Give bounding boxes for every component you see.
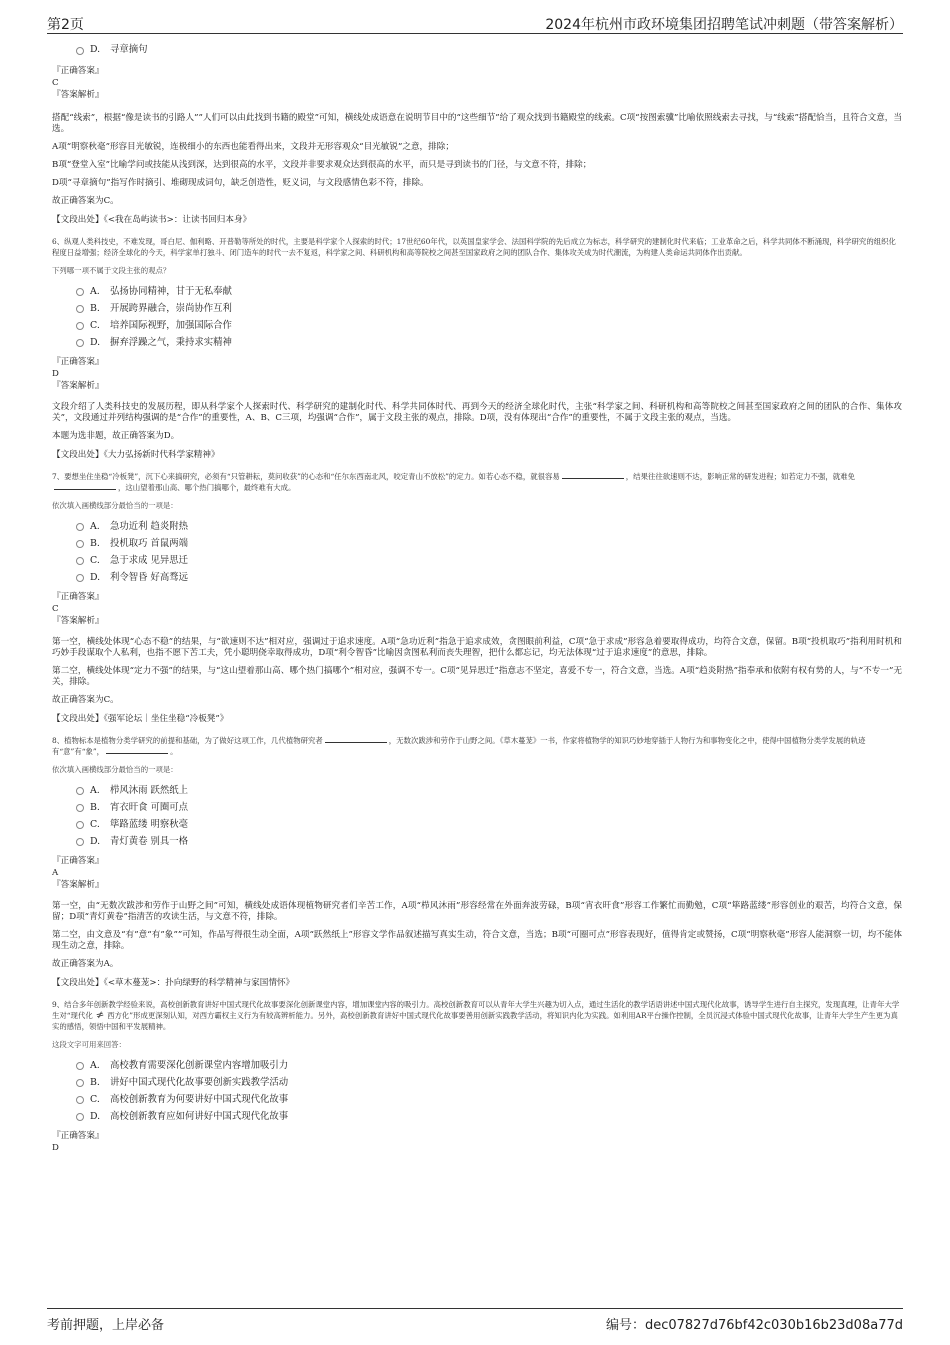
- q8-option-a[interactable]: A. 栉风沐雨 跃然纸上: [52, 783, 902, 800]
- analysis-paragraph: 故正确答案为A。: [52, 958, 119, 969]
- analysis-paragraph: 第二空，横线处体现“定力不强”的结果，与“这山望着那山高、哪个热门搞哪个”相对应，强调不专一。C项“见异思迁”指意志不坚定，喜爱不专一，符合文意，当选。A项“趋炎附热”指奉承和依附有权有势的人，与“不专一”无关，排除。: [52, 665, 902, 687]
- question-prompt: 下列哪一项不属于文段主张的观点？: [52, 266, 171, 275]
- q6-option-b[interactable]: B. 开展跨界融合，崇尚协作互利: [52, 301, 902, 318]
- q9-option-a[interactable]: A. 高校教育需要深化创新课堂内容增加吸引力: [52, 1058, 902, 1075]
- radio-icon[interactable]: [76, 47, 84, 55]
- answer-value: A: [52, 867, 59, 878]
- answer-value: D: [52, 368, 59, 379]
- q7-option-b[interactable]: B. 投机取巧 首鼠两端: [52, 536, 902, 553]
- analysis-paragraph: B项“登堂入室”比喻学问或技能从浅到深，达到很高的水平，文段并非要求观众达到很高的水平，而只是寻到读书的门径，与文意不符，排除；: [52, 160, 592, 170]
- radio-icon[interactable]: [76, 288, 84, 296]
- fill-blank: [562, 471, 624, 479]
- radio-icon[interactable]: [76, 1062, 84, 1070]
- answer-label: 『正确答案』: [52, 1130, 104, 1141]
- radio-icon[interactable]: [76, 804, 84, 812]
- radio-icon[interactable]: [76, 1096, 84, 1104]
- page-header: [47, 12, 903, 34]
- q8-option-c[interactable]: C. 筚路蓝缕 明察秋毫: [52, 817, 902, 834]
- footer-slogan: 考前押题，上岸必备: [47, 1318, 165, 1333]
- analysis-paragraph: 第一空，由“无数次跋涉和劳作于山野之间”可知，横线处成语体现植物研究者们辛苦工作，A项“栉风沐雨”形容经常在外面奔波劳碌，B项“宵衣旰食”形容工作繁忙而勤勉，C项“筚路蓝缕”形容创业的艰苦，均符合文意，保留；D项“青灯黄卷”指清苦的攻读生活，与文意不符，排除。: [52, 900, 902, 922]
- fill-blank: [325, 735, 387, 743]
- analysis-paragraph: 第一空，横线处体现“心态不稳”的结果，与“欲速则不达”相对应，强调过于追求速度。A项“急功近利”指急于追求成效，贪图眼前利益，C项“急于求成”形容急着要取得成功，均符合文意，保留。B项“投机取巧”指利用时机和巧妙手段谋取个人私利，也指不愿下苦工夫，凭小聪明侥幸取得成功，D项“利令智昏”比喻因贪图私利而丧失理智，把什么都忘记，均无法体现“过于追求速度”的意思，排除。: [52, 636, 902, 658]
- q5-option-d[interactable]: D. 寻章摘句: [52, 42, 902, 59]
- analysis-paragraph: 故正确答案为C。: [52, 196, 119, 206]
- analysis-paragraph: 第二空，由文意及“有”意“有”象””可知，作品写得很生动全面，A项“跃然纸上”形容文学作品叙述描写真实生动，符合文意，当选；B项“可圈可点”形容表现好，值得肯定或赞扬，C项“明察秋毫”形容人能洞察一切，均不能体现生动之意，排除。: [52, 929, 902, 951]
- answer-value: D: [52, 1142, 59, 1153]
- radio-icon[interactable]: [76, 838, 84, 846]
- question-prompt: 依次填入画横线部分最恰当的一项是：: [52, 764, 178, 774]
- analysis-label: 『答案解析』: [52, 380, 104, 391]
- question-prompt: 依次填入画横线部分最恰当的一项是：: [52, 500, 178, 510]
- question-prompt: 这段文字可用来回答：: [52, 1039, 126, 1049]
- radio-icon[interactable]: [76, 1079, 84, 1087]
- page-number: 第2页: [47, 17, 84, 33]
- radio-icon[interactable]: [76, 540, 84, 548]
- not-equal-glyph: ≠: [94, 1009, 106, 1022]
- q7-option-a[interactable]: A. 急功近利 趋炎附热: [52, 519, 902, 536]
- radio-icon[interactable]: [76, 574, 84, 582]
- q9-option-b[interactable]: B. 讲好中国式现代化故事要创新实践教学活动: [52, 1075, 902, 1092]
- radio-icon[interactable]: [76, 305, 84, 313]
- answer-label: 『正确答案』: [52, 591, 104, 602]
- analysis-paragraph: 搭配“线索”，根据“像是读书的引路人””人们可以由此找到书籍的殿堂”可知，横线处成语意在说明节目中的“这些细节”给了观众找到书籍殿堂的线索。C项“按图索骥”比喻依照线索去寻找，与“线索”搭配恰当，且符合文意，当选。: [52, 113, 902, 134]
- q9-option-d[interactable]: D. 高校创新教育应如何讲好中国式现代化故事: [52, 1109, 902, 1126]
- answer-label: 『正确答案』: [52, 356, 104, 367]
- question-stem: 7、要想坐住坐稳“冷板凳”，沉下心来搞研究，必须有“只管耕耘，莫问收获”的心态和“任尔东西南北风，咬定青山不放松”的定力。如若心态不稳，就很容易 ，结果往往欲速则不达，影响正常的研发进程；如若定力不强，就难免，这山望着那山高、哪个热门搞哪个，最终难有大成。: [52, 471, 855, 492]
- analysis-paragraph: D项“寻章摘句”指写作时摘引、堆砌现成词句，缺乏创造性，贬义词，与文段感情色彩不符，排除。: [52, 178, 429, 188]
- q6-option-c[interactable]: C. 培养国际视野，加强国际合作: [52, 318, 902, 335]
- q6-option-a[interactable]: A. 弘扬协同精神，甘于无私奉献: [52, 284, 902, 301]
- q6-option-d[interactable]: D. 摒弃浮躁之气，秉持求实精神: [52, 335, 902, 352]
- radio-icon[interactable]: [76, 523, 84, 531]
- q9-option-c[interactable]: C. 高校创新教育为何要讲好中国式现代化故事: [52, 1092, 902, 1109]
- analysis-label: 『答案解析』: [52, 615, 104, 626]
- q8-option-d[interactable]: D. 青灯黄卷 别具一格: [52, 834, 902, 851]
- radio-icon[interactable]: [76, 557, 84, 565]
- analysis-paragraph: 本题为选非题，故正确答案为D。: [52, 430, 180, 441]
- source-citation: 【文段出处】《<我在岛屿读书>：让读书回归本身》: [52, 215, 252, 225]
- analysis-label: 『答案解析』: [52, 879, 104, 890]
- q8-option-b[interactable]: B. 宵衣旰食 可圈可点: [52, 800, 902, 817]
- analysis-label: 『答案解析』: [52, 90, 104, 100]
- answer-label: 『正确答案』: [52, 855, 104, 866]
- question-stem: 6、纵观人类科技史，不难发现，哥白尼、伽利略、开普勒等所处的时代，主要是科学家个人探索的时代；17世纪60年代，以英国皇家学会、法国科学院的先后成立为标志，科学研究的建制化时代来临；工业革命之后，科学共同体不断涌现，科学研究的组织化程度日益增强；经济全球化的今天，科学家单打独斗、闭门造车的时代一去不复返，科学家之间、科研机构和高等院校之间甚至国家政府之间的团队合作、集体攻关成为时代潮流，为构建人类命运共同体作出贡献。: [52, 237, 896, 257]
- question-stem: 8、植物标本是植物分类学研究的前提和基础，为了做好这项工作，几代植物研究者 ，无数次跋涉和劳作于山野之间。《草木蔓茏》一书，作家将植物学的知识巧妙地穿插于人物行为和事物变化之中，使得中国植物分类学发展的轨迹有“意”有“象”， 。: [52, 735, 866, 756]
- answer-value: C: [52, 603, 59, 614]
- radio-icon[interactable]: [76, 322, 84, 330]
- fill-blank: [106, 746, 168, 754]
- page-footer: [47, 1308, 903, 1334]
- q7-option-c[interactable]: C. 急于求成 见异思迁: [52, 553, 902, 570]
- fill-blank: [54, 482, 116, 490]
- radio-icon[interactable]: [76, 821, 84, 829]
- document-title: 2024年杭州市政环境集团招聘笔试冲刺题（带答案解析）: [545, 17, 903, 33]
- analysis-paragraph: 故正确答案为C。: [52, 694, 119, 705]
- page-content: [52, 42, 902, 1154]
- radio-icon[interactable]: [76, 787, 84, 795]
- q7-option-d[interactable]: D. 利令智昏 好高骛远: [52, 570, 902, 587]
- radio-icon[interactable]: [76, 1113, 84, 1121]
- source-citation: 【文段出处】《大力弘扬新时代科学家精神》: [52, 449, 220, 460]
- source-citation: 【文段出处】《强军论坛｜坐住坐稳“冷板凳”》: [52, 713, 229, 724]
- radio-icon[interactable]: [76, 339, 84, 347]
- document-id: 编号：dec07827d76bf42c030b16b23d08a77d: [605, 1318, 903, 1333]
- question-stem: 9、结合多年创新教学经验来说，高校创新教育讲好中国式现代化故事要深化创新课堂内容，增加课堂内容的吸引力。高校创新教育可以从青年大学生兴趣为切入点，通过生活化的教学话语讲述中国式现代化故事，诱导学生进行自主探究，发现真理，让青年大学生对“现代化 ≠ 西方化”形成更深刻认知，对西方霸权主义行为有较高辨析能力。另外，高校创新教育讲好中国式现代化故事要善用创新实践教学活动，将知识内化为实践。如利用AR平台操作控制，全员沉浸式体验中国式现代化故事，让青年大学生产生更为真实的感悟，领悟中国和平发展精神。: [52, 999, 900, 1031]
- answer-value: C: [52, 78, 59, 88]
- answer-label: 『正确答案』: [52, 66, 104, 76]
- analysis-paragraph: A项“明察秋毫”形容目光敏锐，连极细小的东西也能看得出来，文段并无形容观众“目光敏锐”之意，排除；: [52, 142, 454, 152]
- source-citation: 【文段出处】《<草木蔓茏>：扑向绿野的科学精神与家国情怀》: [52, 977, 295, 988]
- analysis-paragraph: 文段介绍了人类科技史的发展历程，即从科学家个人探索时代、科学研究的建制化时代、科学共同体时代、再到今天的经济全球化时代，主张“科学家之间、科研机构和高等院校之间甚至国家政府之间的团队的合作、集体攻关”，文段通过并列结构强调的是“合作”的重要性，A、B、C三项，均强调“合作”，属于文段主张的观点，排除。D项，没有体现出“合作”的重要性，不属于文段主张的观点，当选。: [52, 401, 902, 423]
